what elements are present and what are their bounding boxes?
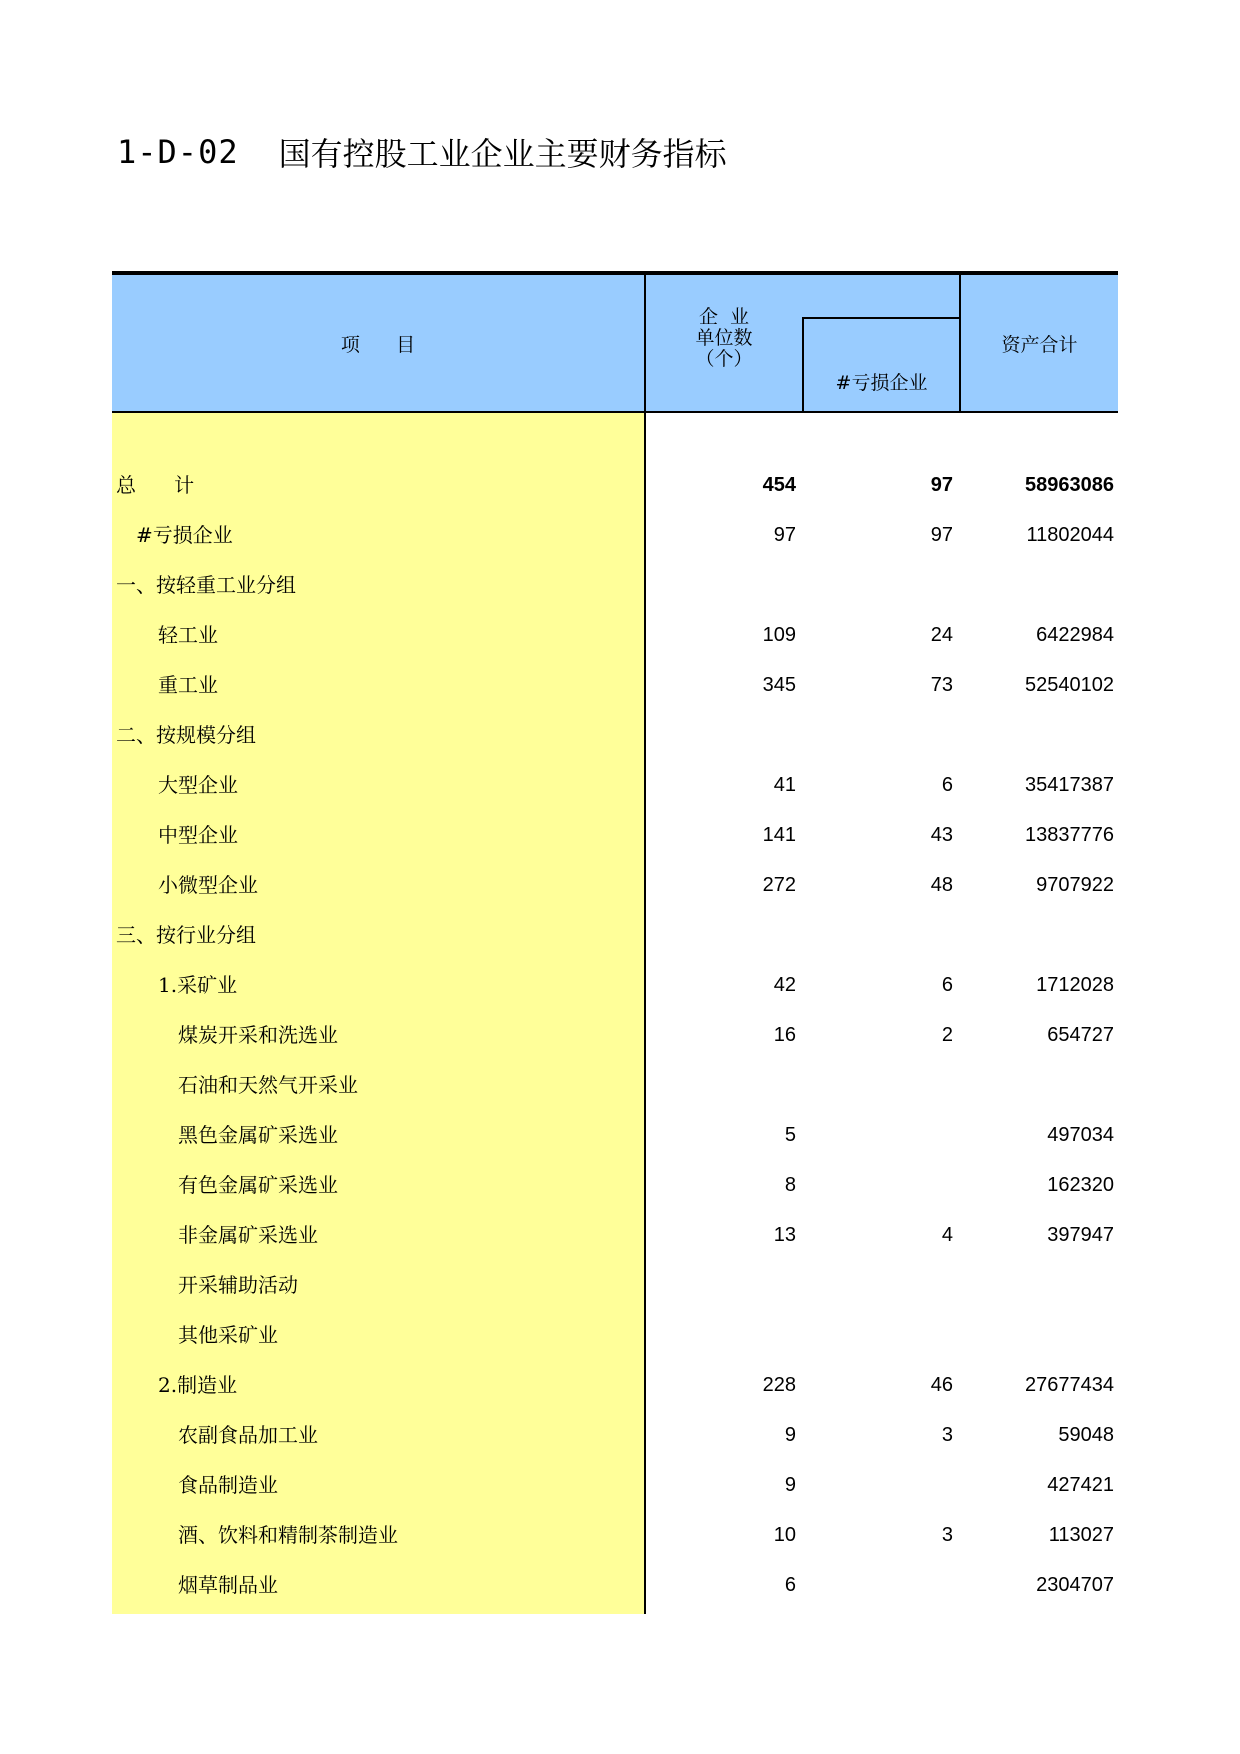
row-loss: 43 bbox=[930, 824, 953, 846]
row-label: 开采辅助活动 bbox=[178, 1273, 298, 1297]
row-loss bbox=[803, 1560, 953, 1610]
row-loss: 97 bbox=[930, 524, 953, 546]
table-row bbox=[112, 560, 1118, 610]
row-label: 轻工业 bbox=[158, 623, 218, 647]
row-units: 454 bbox=[762, 474, 796, 496]
row-loss bbox=[803, 1160, 953, 1210]
row-loss bbox=[803, 1310, 953, 1360]
header-units-line1: 企 业 bbox=[698, 306, 750, 328]
table-row bbox=[112, 960, 1118, 1010]
row-label: 其他采矿业 bbox=[178, 1323, 278, 1347]
table-row bbox=[112, 610, 1118, 660]
row-units: 345 bbox=[762, 674, 796, 696]
row-loss: 4 bbox=[941, 1224, 953, 1246]
header-loss-enterprises: #亏损企业 bbox=[835, 372, 928, 394]
row-units bbox=[646, 910, 796, 960]
row-label: 农副食品加工业 bbox=[178, 1423, 318, 1447]
row-units bbox=[646, 1260, 796, 1310]
row-assets: 162320 bbox=[1047, 1174, 1114, 1196]
table-row bbox=[112, 460, 1118, 510]
row-units: 13 bbox=[773, 1224, 796, 1246]
row-label: 总 计 bbox=[116, 473, 195, 497]
table-row bbox=[112, 1110, 1118, 1160]
row-units: 10 bbox=[773, 1524, 796, 1546]
row-label: 二、按规模分组 bbox=[116, 723, 256, 747]
row-loss: 6 bbox=[941, 774, 953, 796]
row-units: 5 bbox=[784, 1124, 796, 1146]
table-row bbox=[112, 1460, 1118, 1510]
row-assets: 1712028 bbox=[1036, 974, 1114, 996]
row-assets bbox=[961, 560, 1114, 610]
row-assets: 9707922 bbox=[1036, 874, 1114, 896]
table-row bbox=[112, 510, 1118, 560]
row-label: 小微型企业 bbox=[158, 873, 258, 897]
table-row bbox=[112, 1010, 1118, 1060]
table-row bbox=[112, 1510, 1118, 1560]
table-row bbox=[112, 1560, 1118, 1610]
row-assets bbox=[961, 1260, 1114, 1310]
row-assets: 397947 bbox=[1047, 1224, 1114, 1246]
row-label: 重工业 bbox=[158, 673, 218, 697]
row-units: 9 bbox=[784, 1474, 796, 1496]
row-loss bbox=[803, 1060, 953, 1110]
row-assets bbox=[961, 910, 1114, 960]
row-assets: 113027 bbox=[1048, 1524, 1114, 1546]
row-units: 6 bbox=[784, 1574, 796, 1596]
row-loss bbox=[803, 910, 953, 960]
row-loss: 3 bbox=[941, 1524, 953, 1546]
row-units: 42 bbox=[773, 974, 796, 996]
row-loss: 24 bbox=[930, 624, 953, 646]
row-assets: 58963086 bbox=[1025, 474, 1114, 496]
row-units: 141 bbox=[762, 824, 796, 846]
table-title: 国有控股工业企业主要财务指标 bbox=[278, 135, 727, 173]
row-assets: 6422984 bbox=[1036, 624, 1114, 646]
row-units: 109 bbox=[762, 624, 796, 646]
row-units: 272 bbox=[762, 874, 796, 896]
row-loss: 46 bbox=[930, 1374, 953, 1396]
header-item: 项 目 bbox=[340, 333, 416, 356]
header-subrule bbox=[802, 317, 961, 319]
header-units-line3: （个） bbox=[695, 348, 753, 370]
table-code: 1-D-02 bbox=[117, 133, 239, 171]
table-row bbox=[112, 1060, 1118, 1110]
row-loss bbox=[803, 710, 953, 760]
row-loss bbox=[803, 1460, 953, 1510]
table-row bbox=[112, 760, 1118, 810]
row-assets bbox=[961, 710, 1114, 760]
header-units-line2: 单位数 bbox=[695, 327, 753, 349]
header-total-assets: 资产合计 bbox=[1001, 333, 1078, 356]
table-row bbox=[112, 710, 1118, 760]
row-assets: 52540102 bbox=[1025, 674, 1114, 696]
row-loss: 6 bbox=[941, 974, 953, 996]
row-assets bbox=[961, 1060, 1114, 1110]
row-units: 228 bbox=[762, 1374, 796, 1396]
row-assets: 35417387 bbox=[1025, 774, 1114, 796]
row-label: 食品制造业 bbox=[178, 1473, 278, 1497]
row-assets: 13837776 bbox=[1025, 824, 1114, 846]
row-assets: 654727 bbox=[1047, 1024, 1114, 1046]
row-units: 9 bbox=[784, 1424, 796, 1446]
row-label: 1.采矿业 bbox=[158, 973, 238, 997]
row-label: #亏损企业 bbox=[136, 523, 233, 547]
row-label: 煤炭开采和洗选业 bbox=[178, 1023, 338, 1047]
header-units bbox=[646, 307, 802, 370]
financial-indicators-table bbox=[112, 271, 1118, 1614]
row-loss: 97 bbox=[930, 474, 953, 496]
table-row bbox=[112, 1260, 1118, 1310]
row-assets bbox=[961, 1310, 1114, 1360]
row-loss: 2 bbox=[941, 1024, 953, 1046]
row-units: 97 bbox=[773, 524, 796, 546]
row-assets: 2304707 bbox=[1036, 1574, 1114, 1596]
row-assets: 497034 bbox=[1047, 1124, 1114, 1146]
row-label: 非金属矿采选业 bbox=[178, 1223, 318, 1247]
row-units: 16 bbox=[773, 1024, 796, 1046]
row-units: 8 bbox=[784, 1174, 796, 1196]
row-label: 一、按轻重工业分组 bbox=[116, 573, 296, 597]
table-row bbox=[112, 910, 1118, 960]
row-loss: 73 bbox=[930, 674, 953, 696]
row-assets: 59048 bbox=[1058, 1424, 1114, 1446]
row-loss bbox=[803, 560, 953, 610]
row-label: 黑色金属矿采选业 bbox=[178, 1123, 338, 1147]
row-label: 有色金属矿采选业 bbox=[178, 1173, 338, 1197]
table-row bbox=[112, 1160, 1118, 1210]
table-body bbox=[112, 460, 1118, 1610]
table-row bbox=[112, 1360, 1118, 1410]
table-row bbox=[112, 810, 1118, 860]
row-label: 烟草制品业 bbox=[178, 1573, 278, 1597]
table-header bbox=[112, 275, 1118, 413]
row-label: 2.制造业 bbox=[158, 1373, 238, 1397]
table-row bbox=[112, 1410, 1118, 1460]
row-loss bbox=[803, 1260, 953, 1310]
row-units: 41 bbox=[773, 774, 796, 796]
row-label: 酒、饮料和精制茶制造业 bbox=[178, 1523, 398, 1547]
row-label: 石油和天然气开采业 bbox=[178, 1073, 358, 1097]
row-assets: 427421 bbox=[1047, 1474, 1114, 1496]
row-units bbox=[646, 710, 796, 760]
row-assets: 11802044 bbox=[1026, 524, 1114, 546]
row-loss: 48 bbox=[930, 874, 953, 896]
row-label: 中型企业 bbox=[158, 823, 238, 847]
table-row bbox=[112, 1210, 1118, 1260]
row-units bbox=[646, 1060, 796, 1110]
table-row bbox=[112, 660, 1118, 710]
table-row bbox=[112, 1310, 1118, 1360]
row-units bbox=[646, 1310, 796, 1360]
row-assets: 27677434 bbox=[1025, 1374, 1114, 1396]
row-label: 大型企业 bbox=[158, 773, 238, 797]
row-units bbox=[646, 560, 796, 610]
table-row bbox=[112, 860, 1118, 910]
row-loss bbox=[803, 1110, 953, 1160]
row-loss: 3 bbox=[941, 1424, 953, 1446]
page-title bbox=[117, 128, 727, 176]
row-label: 三、按行业分组 bbox=[116, 923, 256, 947]
